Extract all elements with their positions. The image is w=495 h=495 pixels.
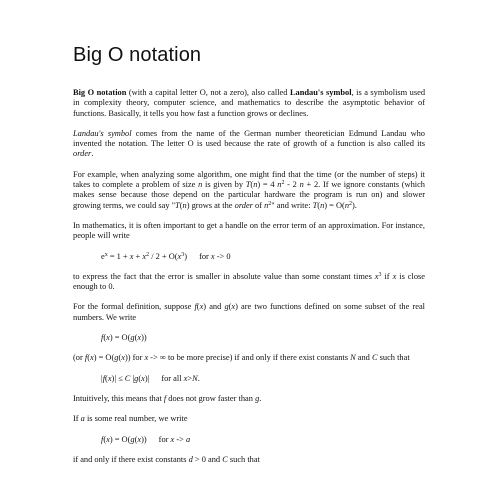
text-run: )| ≤	[111, 373, 125, 383]
text-run: For the formal definition, suppose	[73, 302, 195, 312]
text-run: -> 0	[214, 251, 231, 261]
text-run: for	[199, 251, 211, 261]
text-run: > 0 and	[192, 454, 223, 464]
paragraph-error-term: In mathematics, it is often important to get a handle on the error term of an approximation. For instance, people will write	[73, 220, 425, 241]
math-var: f	[194, 302, 197, 312]
math-exponent: 2	[146, 251, 150, 258]
text-run: )) for	[124, 353, 145, 363]
math-var: x	[231, 302, 236, 312]
math-var: x	[121, 353, 125, 363]
math-var: f	[101, 434, 104, 444]
text-run: .	[91, 149, 94, 159]
math-var: g	[134, 373, 139, 383]
math-var: n	[320, 200, 325, 210]
math-exponent: 3	[181, 251, 185, 258]
math-var: x	[374, 271, 379, 281]
text-run: (	[179, 200, 183, 210]
text-run: / 2 + O(	[149, 251, 178, 261]
math-var: N	[350, 353, 356, 363]
equation-f-equals-big-o	[73, 333, 425, 343]
text-run: (	[134, 333, 138, 343]
math-var: g	[114, 353, 119, 363]
math-var: x	[89, 353, 94, 363]
math-var: x	[142, 251, 147, 261]
math-var: C	[371, 353, 378, 363]
term-order: order	[73, 149, 92, 159]
math-var: x	[210, 251, 215, 261]
text-run: ) = O(	[109, 333, 131, 343]
paragraph-condition	[73, 353, 425, 363]
text-run: Intuitively, this means that	[73, 393, 164, 403]
math-var: x	[170, 434, 175, 444]
paragraph-real-number	[73, 414, 425, 424]
text-run: .	[259, 393, 262, 403]
math-var: T	[245, 180, 251, 190]
math-var: x	[106, 333, 110, 343]
paragraph-formal-definition	[73, 302, 425, 323]
paragraph-constants	[73, 455, 425, 465]
text-run: For example, when analyzing some algorithm, one might find that the time (or the number of steps) it takes to complete a problem of size	[73, 169, 425, 190]
math-var: x	[144, 353, 149, 363]
text-run: to express the fact that the error is smaller in absolute value than some constant times	[73, 271, 375, 281]
math-var: f	[101, 333, 104, 343]
math-var: n	[344, 200, 350, 210]
math-var: x	[177, 251, 182, 261]
text-run: (	[134, 434, 138, 444]
equation-inequality	[73, 374, 425, 384]
math-var: f	[163, 393, 167, 403]
text-run: is close enough to 0.	[73, 271, 425, 292]
paragraph-intuition	[73, 394, 425, 404]
text-run: of	[252, 200, 265, 210]
text-run: - 2	[284, 180, 300, 190]
text-run: , is a symbolism used in complexity theory, computer science, and mathematics to describe the asymptotic behavior of functions. Basically, it tells you how fast a function grows or declines.	[73, 88, 426, 118]
text-run: ->	[174, 434, 186, 444]
text-run: ) = 4	[257, 180, 278, 190]
math-exponent: 2	[281, 180, 285, 187]
text-run: ) are two functions defined on some subset of the real numbers. We write	[73, 302, 425, 322]
equation-exp-expansion	[73, 252, 425, 262]
text-run: is some real number, we write	[84, 414, 188, 424]
text-run: such that	[227, 454, 260, 464]
math-var: C	[124, 373, 131, 383]
article-body	[73, 88, 425, 475]
page-title: Big O notation	[73, 44, 202, 66]
text-run: (	[103, 333, 107, 343]
text-run: .	[197, 373, 200, 383]
math-var: n	[264, 200, 269, 210]
text-run: -> ∞ to be more precise) if and only if there exist constants	[148, 353, 351, 363]
math-var: n	[277, 180, 282, 190]
text-run: ) grows at the	[186, 200, 235, 210]
text-run: )	[184, 251, 188, 261]
text-run: e	[101, 251, 105, 261]
math-exponent: 3	[378, 271, 382, 278]
math-var: n	[182, 200, 187, 210]
text-run: and	[355, 353, 372, 363]
math-var: n	[299, 180, 304, 190]
text-run: (	[87, 353, 90, 363]
math-var: n	[198, 180, 203, 190]
text-run: >	[187, 373, 193, 383]
math-var: x	[137, 333, 142, 343]
math-exponent: x	[104, 251, 108, 258]
text-run: does not grow faster than	[166, 393, 256, 403]
math-var: x	[392, 271, 397, 281]
text-run: (	[250, 180, 254, 190]
text-run: comes from the name of the German number theoretician Edmund Landau who invented the notation. The letter O is used because the rate of growth of a function is also called its	[73, 128, 425, 149]
text-run: for all	[161, 373, 184, 383]
text-run: ) = O(	[109, 434, 131, 444]
text-run: ))	[141, 434, 147, 444]
term-landau-symbol-italic: Landau's symbol	[73, 128, 132, 138]
text-run: = 1 +	[107, 251, 130, 261]
term-big-o: Big O notation	[73, 88, 127, 97]
text-run: for	[158, 434, 171, 444]
text-run: such that	[377, 353, 410, 363]
text-run: (	[103, 434, 107, 444]
text-run: (with a capital letter O, not a zero), also called	[126, 88, 290, 97]
math-var: x	[106, 434, 110, 444]
term-landau-symbol: Landau's symbol	[289, 88, 352, 97]
text-run: if and only if there exist constants	[73, 454, 189, 464]
text-run: if	[381, 271, 393, 281]
math-exponent: 2	[268, 200, 272, 207]
term-order: order	[234, 200, 253, 210]
text-run: (	[228, 302, 232, 312]
text-run: (	[317, 200, 321, 210]
text-run: ) and	[203, 302, 225, 312]
math-var: f	[84, 353, 88, 363]
math-var: a	[185, 434, 191, 444]
paragraph-definition	[73, 88, 425, 119]
math-var: g	[130, 333, 135, 343]
equation-limit-a	[73, 435, 425, 445]
text-run: |	[130, 373, 135, 383]
math-var: T	[312, 200, 318, 210]
math-var: x	[183, 373, 188, 383]
text-run: (	[196, 302, 200, 312]
math-var: T	[175, 200, 180, 210]
paragraph-example	[73, 170, 425, 211]
math-var: N	[192, 373, 198, 383]
paragraph-error-explanation	[73, 272, 425, 293]
text-run: )|	[144, 373, 150, 383]
math-var: x	[141, 373, 145, 383]
math-var: n	[253, 180, 258, 190]
text-run: (	[105, 373, 108, 383]
text-run: |	[101, 373, 103, 383]
math-var: g	[255, 393, 260, 403]
text-run: ).	[352, 200, 357, 210]
text-run: is given by	[202, 180, 246, 190]
text-run: + 2. If we ignore constants (which makes sense because those depend on the particular hardware the program is run on) and slower growing terms, we could say "	[73, 180, 425, 210]
math-var: f	[102, 373, 106, 383]
math-var: x	[107, 373, 112, 383]
text-run: If	[73, 414, 81, 424]
math-var: C	[222, 454, 228, 464]
text-run: " and write:	[271, 200, 313, 210]
math-var: x	[129, 251, 134, 261]
math-exponent: 2	[349, 200, 353, 207]
text-run: ) = O(	[93, 353, 115, 363]
text-run: ) = O(	[324, 200, 345, 210]
math-var: x	[137, 434, 142, 444]
math-var: g	[130, 434, 135, 444]
math-var: d	[188, 454, 193, 464]
math-var: a	[80, 414, 85, 424]
text-run: ))	[141, 333, 147, 343]
text-run: (	[118, 353, 122, 363]
text-run: (or	[73, 353, 85, 363]
text-run: +	[133, 251, 143, 261]
math-var: g	[224, 302, 229, 312]
math-var: x	[199, 302, 204, 312]
text-run: (	[138, 373, 142, 383]
paragraph-origin	[73, 129, 425, 160]
